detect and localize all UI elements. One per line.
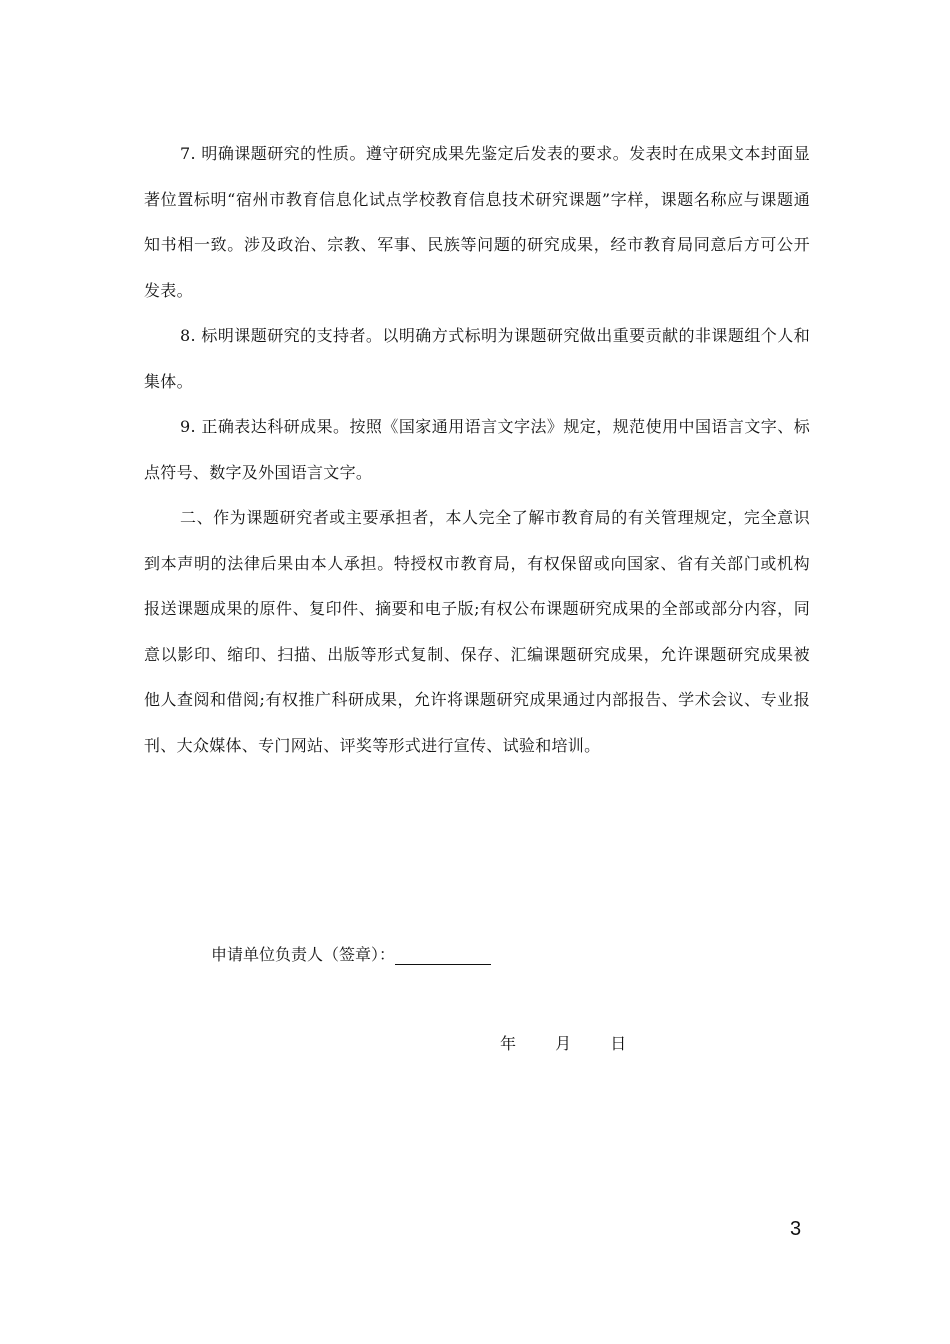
date-month-label: 月 <box>555 1034 572 1053</box>
signature-row <box>211 942 491 965</box>
page-number: 3 <box>790 1218 802 1240</box>
paragraph-item-9: 9. 正确表达科研成果。按照《国家通用语言文字法》规定，规范使用中国语言文字、标点符号、数字及外国语言文字。 <box>144 417 810 482</box>
declaration-body <box>144 131 810 768</box>
paragraph-section-two: 二、作为课题研究者或主要承担者，本人完全了解市教育局的有关管理规定，完全意识到本声明的法律后果由本人承担。特授权市教育局，有权保留或向国家、省有关部门或机构报送课题成果的原件、复印件、摘要和电子版;有权公布课题研究成果的全部或部分内容，同意以影印、缩印、扫描、出版等形式复制、保存、汇编课题研究成果，允许课题研究成果被他人查阅和借阅;有权推广科研成果，允许将课题研究成果通过内部报告、学术会议、专业报刊、大众媒体、专门网站、评奖等形式进行宣传、试验和培训。 <box>144 508 810 755</box>
signature-blank <box>395 946 491 965</box>
signature-label: 申请单位负责人（签章）： <box>211 945 396 964</box>
date-year-label: 年 <box>500 1034 517 1053</box>
date-row <box>500 1031 660 1054</box>
paragraph-item-8: 8. 标明课题研究的支持者。以明确方式标明为课题研究做出重要贡献的非课题组个人和集体。 <box>144 326 810 391</box>
date-day-label: 日 <box>610 1034 627 1053</box>
paragraph-item-7: 7. 明确课题研究的性质。遵守研究成果先鉴定后发表的要求。发表时在成果文本封面显著位置标明“宿州市教育信息化试点学校教育信息技术研究课题”字样，课题名称应与课题通知书相一致。涉及政治、宗教、军事、民族等问题的研究成果，经市教育局同意后方可公开发表。 <box>144 144 810 300</box>
